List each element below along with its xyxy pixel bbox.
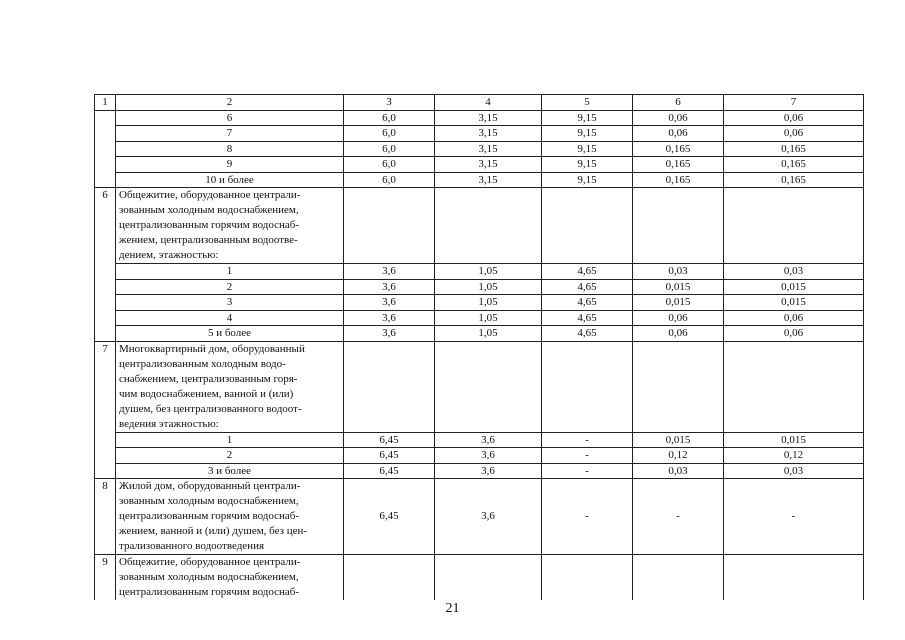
value-cell: 4,65	[542, 264, 633, 280]
value-cell: 0,03	[633, 264, 724, 280]
floors-cell: 3	[116, 295, 344, 311]
value-cell: 0,165	[633, 141, 724, 157]
floors-cell: 3 и более	[116, 463, 344, 479]
description-line: централизованным горячим водоснаб-	[119, 586, 300, 598]
value-cell: 0,015	[724, 432, 864, 448]
value-cell: 0,03	[724, 264, 864, 280]
floors-cell: 9	[116, 157, 344, 173]
value-cell: 3,6	[435, 479, 542, 555]
value-cell: 3,15	[435, 157, 542, 173]
empty-cell	[633, 341, 724, 432]
description-line: чим водоснабжением, ванной и (или)	[119, 387, 294, 400]
table-row	[95, 326, 864, 342]
value-cell: 1,05	[435, 264, 542, 280]
table-row	[95, 264, 864, 280]
row-number-cell: 7	[95, 341, 116, 479]
description-line: дением, этажностью:	[119, 249, 219, 261]
empty-cell	[633, 555, 724, 601]
description-line: Многоквартирный дом, оборудованный	[119, 342, 305, 355]
value-cell: 6,45	[344, 479, 435, 555]
floors-cell: 1	[116, 264, 344, 280]
value-cell: 6,0	[344, 141, 435, 157]
value-cell: -	[633, 479, 724, 555]
description-line: Общежитие, оборудованное централи-	[119, 189, 301, 201]
empty-cell	[435, 188, 542, 264]
header-cell: 1	[95, 95, 116, 111]
value-cell: 3,15	[435, 172, 542, 188]
empty-cell	[633, 188, 724, 264]
value-cell: 0,06	[633, 126, 724, 142]
value-cell: 3,6	[344, 279, 435, 295]
floors-cell: 5 и более	[116, 326, 344, 342]
description-line: трализованного водоотведения	[119, 540, 265, 552]
floors-cell: 1	[116, 432, 344, 448]
value-cell: 6,0	[344, 126, 435, 142]
value-cell: 0,06	[633, 310, 724, 326]
table-row	[95, 279, 864, 295]
table-row	[95, 110, 864, 126]
value-cell: 0,06	[633, 326, 724, 342]
value-cell: 0,015	[724, 295, 864, 311]
table-row	[95, 172, 864, 188]
value-cell: 9,15	[542, 157, 633, 173]
value-cell: 0,165	[724, 157, 864, 173]
floors-cell: 2	[116, 279, 344, 295]
value-cell: 3,6	[344, 326, 435, 342]
description-line: душем, без централизованного водоот-	[119, 402, 302, 415]
empty-cell	[344, 188, 435, 264]
header-cell: 6	[633, 95, 724, 111]
value-cell: 9,15	[542, 172, 633, 188]
value-cell: 3,15	[435, 141, 542, 157]
row-number-cell: 9	[95, 555, 116, 601]
value-cell: 9,15	[542, 141, 633, 157]
group-header-row	[95, 479, 864, 555]
table-row	[95, 432, 864, 448]
value-cell: 6,0	[344, 110, 435, 126]
header-cell: 3	[344, 95, 435, 111]
value-cell: 4,65	[542, 326, 633, 342]
empty-cell	[344, 555, 435, 601]
value-cell: 3,6	[435, 448, 542, 464]
value-cell: 0,06	[724, 126, 864, 142]
value-cell: 3,6	[435, 463, 542, 479]
description-cell	[116, 341, 344, 432]
value-cell: 4,65	[542, 279, 633, 295]
value-cell: 0,015	[633, 295, 724, 311]
value-cell: 1,05	[435, 295, 542, 311]
empty-cell	[344, 341, 435, 432]
description-line: зованным холодным водоснабжением,	[119, 571, 299, 583]
value-cell: 1,05	[435, 310, 542, 326]
value-cell: 9,15	[542, 110, 633, 126]
value-cell: 3,15	[435, 110, 542, 126]
group-header-row	[95, 341, 864, 432]
table-row	[95, 295, 864, 311]
value-cell: 1,05	[435, 326, 542, 342]
value-cell: 6,45	[344, 463, 435, 479]
value-cell: 0,165	[633, 157, 724, 173]
value-cell: 9,15	[542, 126, 633, 142]
table-row	[95, 157, 864, 173]
row-number-cell	[95, 110, 116, 188]
value-cell: -	[724, 479, 864, 555]
value-cell: 0,03	[724, 463, 864, 479]
value-cell: -	[542, 432, 633, 448]
value-cell: 4,65	[542, 295, 633, 311]
value-cell: 0,06	[633, 110, 724, 126]
table-row	[95, 126, 864, 142]
value-cell: 3,15	[435, 126, 542, 142]
value-cell: 3,6	[344, 295, 435, 311]
row-number-cell: 6	[95, 188, 116, 342]
table-row	[95, 463, 864, 479]
value-cell: 0,015	[724, 279, 864, 295]
floors-cell: 6	[116, 110, 344, 126]
value-cell: 0,165	[633, 172, 724, 188]
floors-cell: 7	[116, 126, 344, 142]
description-line: централизованным холодным водо-	[119, 357, 286, 370]
value-cell: 0,06	[724, 110, 864, 126]
empty-cell	[542, 341, 633, 432]
value-cell: 6,45	[344, 448, 435, 464]
value-cell: 3,6	[344, 310, 435, 326]
group-header-row	[95, 555, 864, 601]
value-cell: 4,65	[542, 310, 633, 326]
description-cell	[116, 188, 344, 264]
value-cell: 0,165	[724, 141, 864, 157]
value-cell: -	[542, 463, 633, 479]
description-cell	[116, 479, 344, 555]
empty-cell	[435, 341, 542, 432]
description-line: ведения этажностью:	[119, 417, 219, 430]
empty-cell	[542, 555, 633, 601]
table-row	[95, 141, 864, 157]
row-number-cell: 8	[95, 479, 116, 555]
empty-cell	[724, 555, 864, 601]
description-line: зованным холодным водоснабжением,	[119, 495, 299, 507]
value-cell: 0,165	[724, 172, 864, 188]
value-cell: 6,45	[344, 432, 435, 448]
header-row	[95, 95, 864, 111]
description-line: жением, централизованным водоотве-	[119, 234, 298, 246]
description-line: централизованным горячим водоснаб-	[119, 510, 300, 522]
description-line: жением, ванной и (или) душем, без цен-	[119, 525, 308, 537]
empty-cell	[724, 188, 864, 264]
value-cell: 0,015	[633, 432, 724, 448]
value-cell: 0,12	[724, 448, 864, 464]
value-cell: 6,0	[344, 172, 435, 188]
value-cell: 6,0	[344, 157, 435, 173]
header-cell: 5	[542, 95, 633, 111]
value-cell: 0,015	[633, 279, 724, 295]
description-line: централизованным горячим водоснаб-	[119, 219, 300, 231]
floors-cell: 2	[116, 448, 344, 464]
description-line: снабжением, централизованным горя-	[119, 372, 298, 385]
floors-cell: 10 и более	[116, 172, 344, 188]
empty-cell	[542, 188, 633, 264]
value-cell: -	[542, 448, 633, 464]
value-cell: -	[542, 479, 633, 555]
header-cell: 7	[724, 95, 864, 111]
description-line: Жилой дом, оборудованный централи-	[119, 480, 301, 492]
group-header-row	[95, 188, 864, 264]
value-cell: 0,12	[633, 448, 724, 464]
table-row	[95, 310, 864, 326]
empty-cell	[435, 555, 542, 601]
norms-table	[94, 94, 864, 600]
value-cell: 3,6	[435, 432, 542, 448]
empty-cell	[724, 341, 864, 432]
value-cell: 0,06	[724, 310, 864, 326]
value-cell: 1,05	[435, 279, 542, 295]
header-cell: 2	[116, 95, 344, 111]
description-line: Общежитие, оборудованное централи-	[119, 556, 301, 568]
value-cell: 0,06	[724, 326, 864, 342]
floors-cell: 4	[116, 310, 344, 326]
value-cell: 3,6	[344, 264, 435, 280]
value-cell: 0,03	[633, 463, 724, 479]
description-line: зованным холодным водоснабжением,	[119, 204, 299, 216]
header-cell: 4	[435, 95, 542, 111]
description-cell	[116, 555, 344, 601]
table-row	[95, 448, 864, 464]
floors-cell: 8	[116, 141, 344, 157]
page-number: 21	[445, 601, 460, 616]
